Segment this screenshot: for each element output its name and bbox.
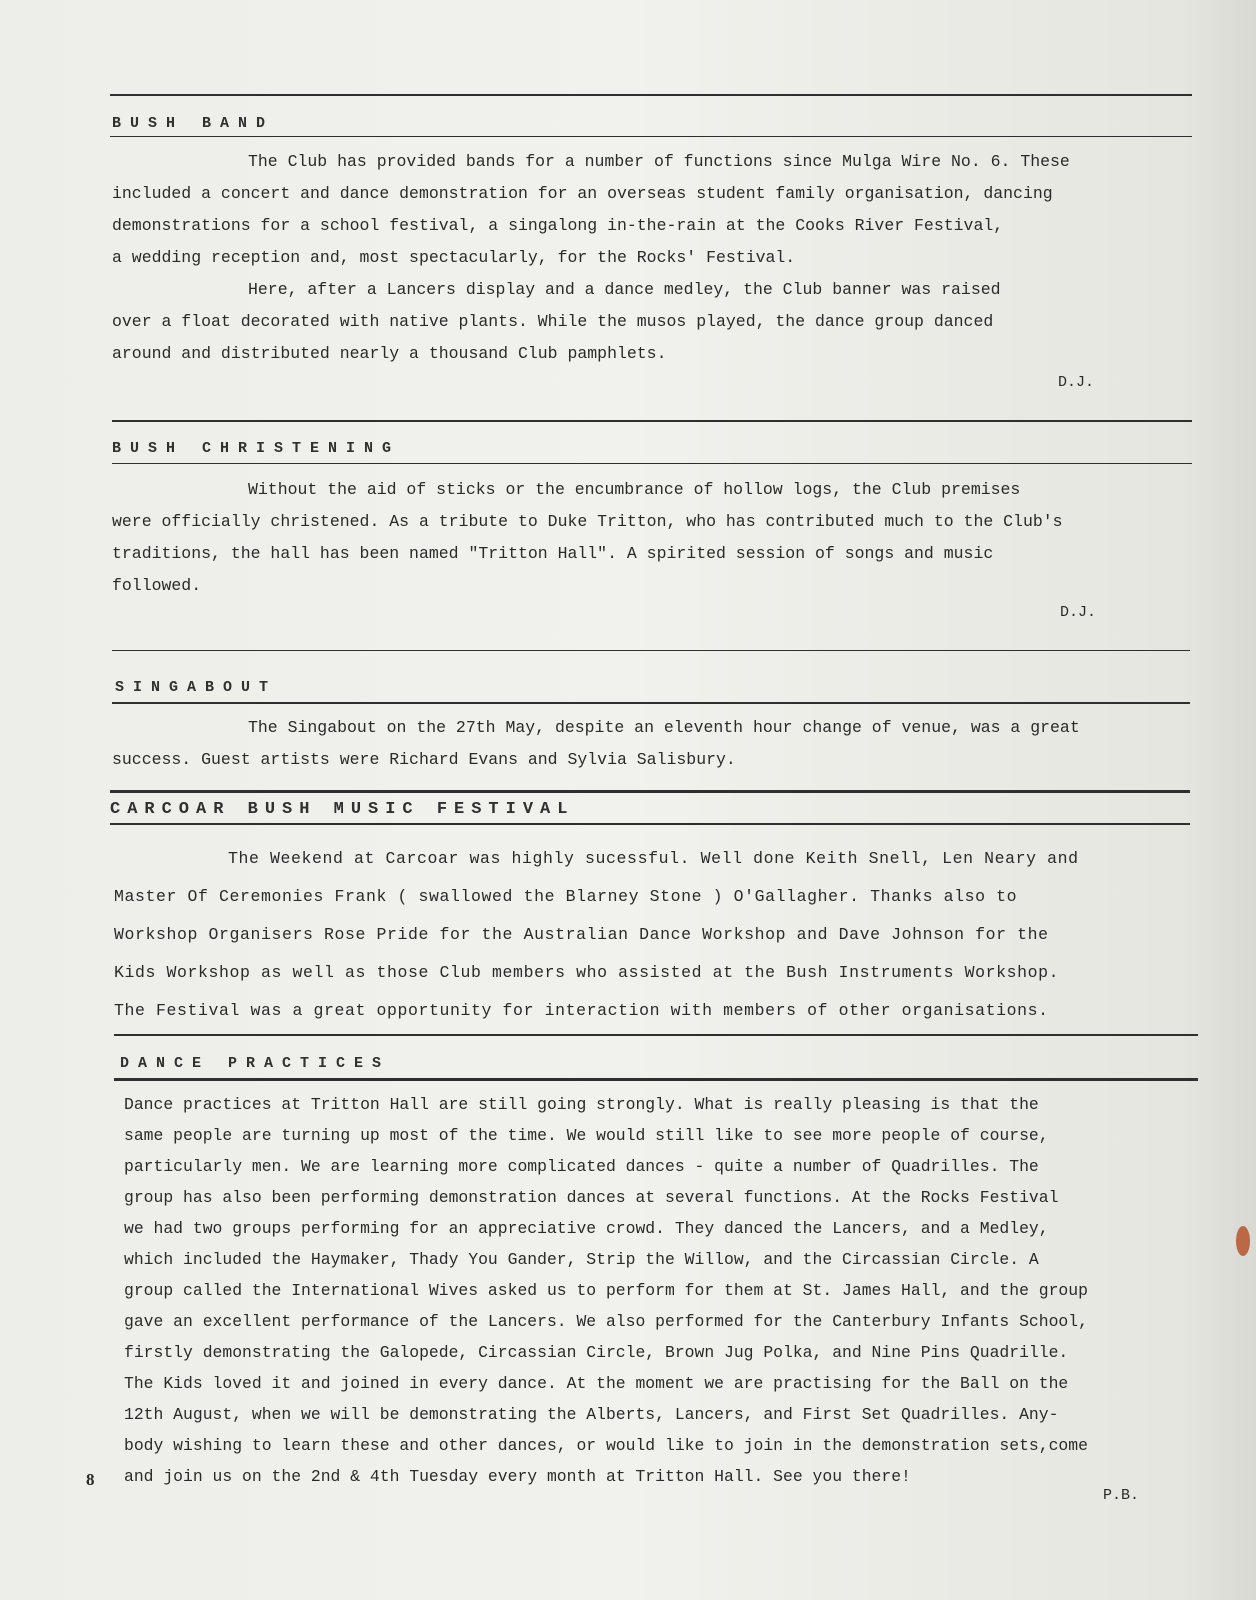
section-rule <box>110 136 1192 137</box>
section-rule <box>114 1034 1198 1036</box>
bush-band-text <box>112 146 1070 370</box>
singabout-text <box>112 712 1080 776</box>
text-line: particularly men. We are learning more complicated dances - quite a number of Quadrilles. The <box>124 1157 1039 1176</box>
page-number: 8 <box>86 1470 95 1489</box>
text-line: a wedding reception and, most spectacularly, for the Rocks' Festival. <box>112 248 796 267</box>
section-rule <box>114 1078 1198 1081</box>
text-line: gave an excellent performance of the Lancers. We also performed for the Canterbury Infants School, <box>124 1312 1088 1331</box>
text-line: success. Guest artists were Richard Evans and Sylvia Salisbury. <box>112 750 736 769</box>
text-line: The Weekend at Carcoar was highly sucessful. Well done Keith Snell, Len Neary and <box>228 849 1079 868</box>
bush-christening-text <box>112 474 1063 602</box>
text-line: were officially christened. As a tribute to Duke Tritton, who has contributed much to the Club's <box>112 512 1063 531</box>
text-line: Master Of Ceremonies Frank ( swallowed the Blarney Stone ) O'Gallagher. Thanks also to <box>114 887 1018 906</box>
text-line: same people are turning up most of the time. We would still like to see more people of course, <box>124 1126 1049 1145</box>
carcoar-festival-text <box>114 840 1079 1030</box>
section-heading-bush-christening: BUSH CHRISTENING <box>112 440 401 457</box>
text-line: traditions, the hall has been named "Tritton Hall". A spirited session of songs and music <box>112 544 994 563</box>
text-line: group called the International Wives asked us to perform for them at St. James Hall, and the group <box>124 1281 1088 1300</box>
text-line: Dance practices at Tritton Hall are still going strongly. What is really pleasing is that the <box>124 1095 1039 1114</box>
text-line: firstly demonstrating the Galopede, Circassian Circle, Brown Jug Polka, and Nine Pins Quadrille. <box>124 1343 1069 1362</box>
section-heading-bush-band: BUSH BAND <box>112 115 275 132</box>
text-line: Kids Workshop as well as those Club members who assisted at the Bush Instruments Workshop. <box>114 963 1060 982</box>
text-line: over a float decorated with native plants. While the musos played, the dance group danced <box>112 312 994 331</box>
section-rule <box>112 650 1190 651</box>
section-rule <box>110 790 1190 793</box>
section-heading-carcoar-festival: CARCOAR BUSH MUSIC FESTIVAL <box>110 800 575 819</box>
signature-initials: D.J. <box>1060 604 1097 621</box>
text-line: demonstrations for a school festival, a singalong in-the-rain at the Cooks River Festival, <box>112 216 1004 235</box>
section-rule <box>112 420 1192 422</box>
signature-initials: P.B. <box>1103 1487 1140 1504</box>
text-line: Here, after a Lancers display and a dance medley, the Club banner was raised <box>248 280 1001 299</box>
text-line: The Kids loved it and joined in every dance. At the moment we are practising for the Ball on the <box>124 1374 1069 1393</box>
text-line: which included the Haymaker, Thady You Gander, Strip the Willow, and the Circassian Circle. A <box>124 1250 1039 1269</box>
section-heading-dance-practices: DANCE PRACTICES <box>120 1055 391 1072</box>
section-rule <box>112 702 1190 704</box>
signature-initials: D.J. <box>1058 374 1095 391</box>
text-line: followed. <box>112 576 202 595</box>
section-rule <box>110 94 1192 96</box>
text-line: Without the aid of sticks or the encumbrance of hollow logs, the Club premises <box>248 480 1021 499</box>
text-line: Workshop Organisers Rose Pride for the Australian Dance Workshop and Dave Johnson for the <box>114 925 1049 944</box>
text-line: 12th August, when we will be demonstrating the Alberts, Lancers, and First Set Quadrilles. Any- <box>124 1405 1059 1424</box>
text-line: The Club has provided bands for a number of functions since Mulga Wire No. 6. These <box>248 152 1070 171</box>
section-heading-singabout: SINGABOUT <box>115 679 278 696</box>
dance-practices-text <box>124 1089 1088 1492</box>
text-line: around and distributed nearly a thousand Club pamphlets. <box>112 344 667 363</box>
section-rule <box>112 463 1192 464</box>
paper-stain <box>1236 1226 1250 1256</box>
text-line: The Festival was a great opportunity for interaction with members of other organisations. <box>114 1001 1049 1020</box>
text-line: body wishing to learn these and other dances, or would like to join in the demonstration sets,come <box>124 1436 1088 1455</box>
text-line: and join us on the 2nd & 4th Tuesday every month at Tritton Hall. See you there! <box>124 1467 911 1486</box>
text-line: included a concert and dance demonstration for an overseas student family organisation, dancing <box>112 184 1053 203</box>
section-rule <box>110 823 1190 825</box>
text-line: group has also been performing demonstration dances at several functions. At the Rocks Festival <box>124 1188 1059 1207</box>
text-line: we had two groups performing for an appreciative crowd. They danced the Lancers, and a Medley, <box>124 1219 1049 1238</box>
text-line: The Singabout on the 27th May, despite an eleventh hour change of venue, was a great <box>248 718 1080 737</box>
